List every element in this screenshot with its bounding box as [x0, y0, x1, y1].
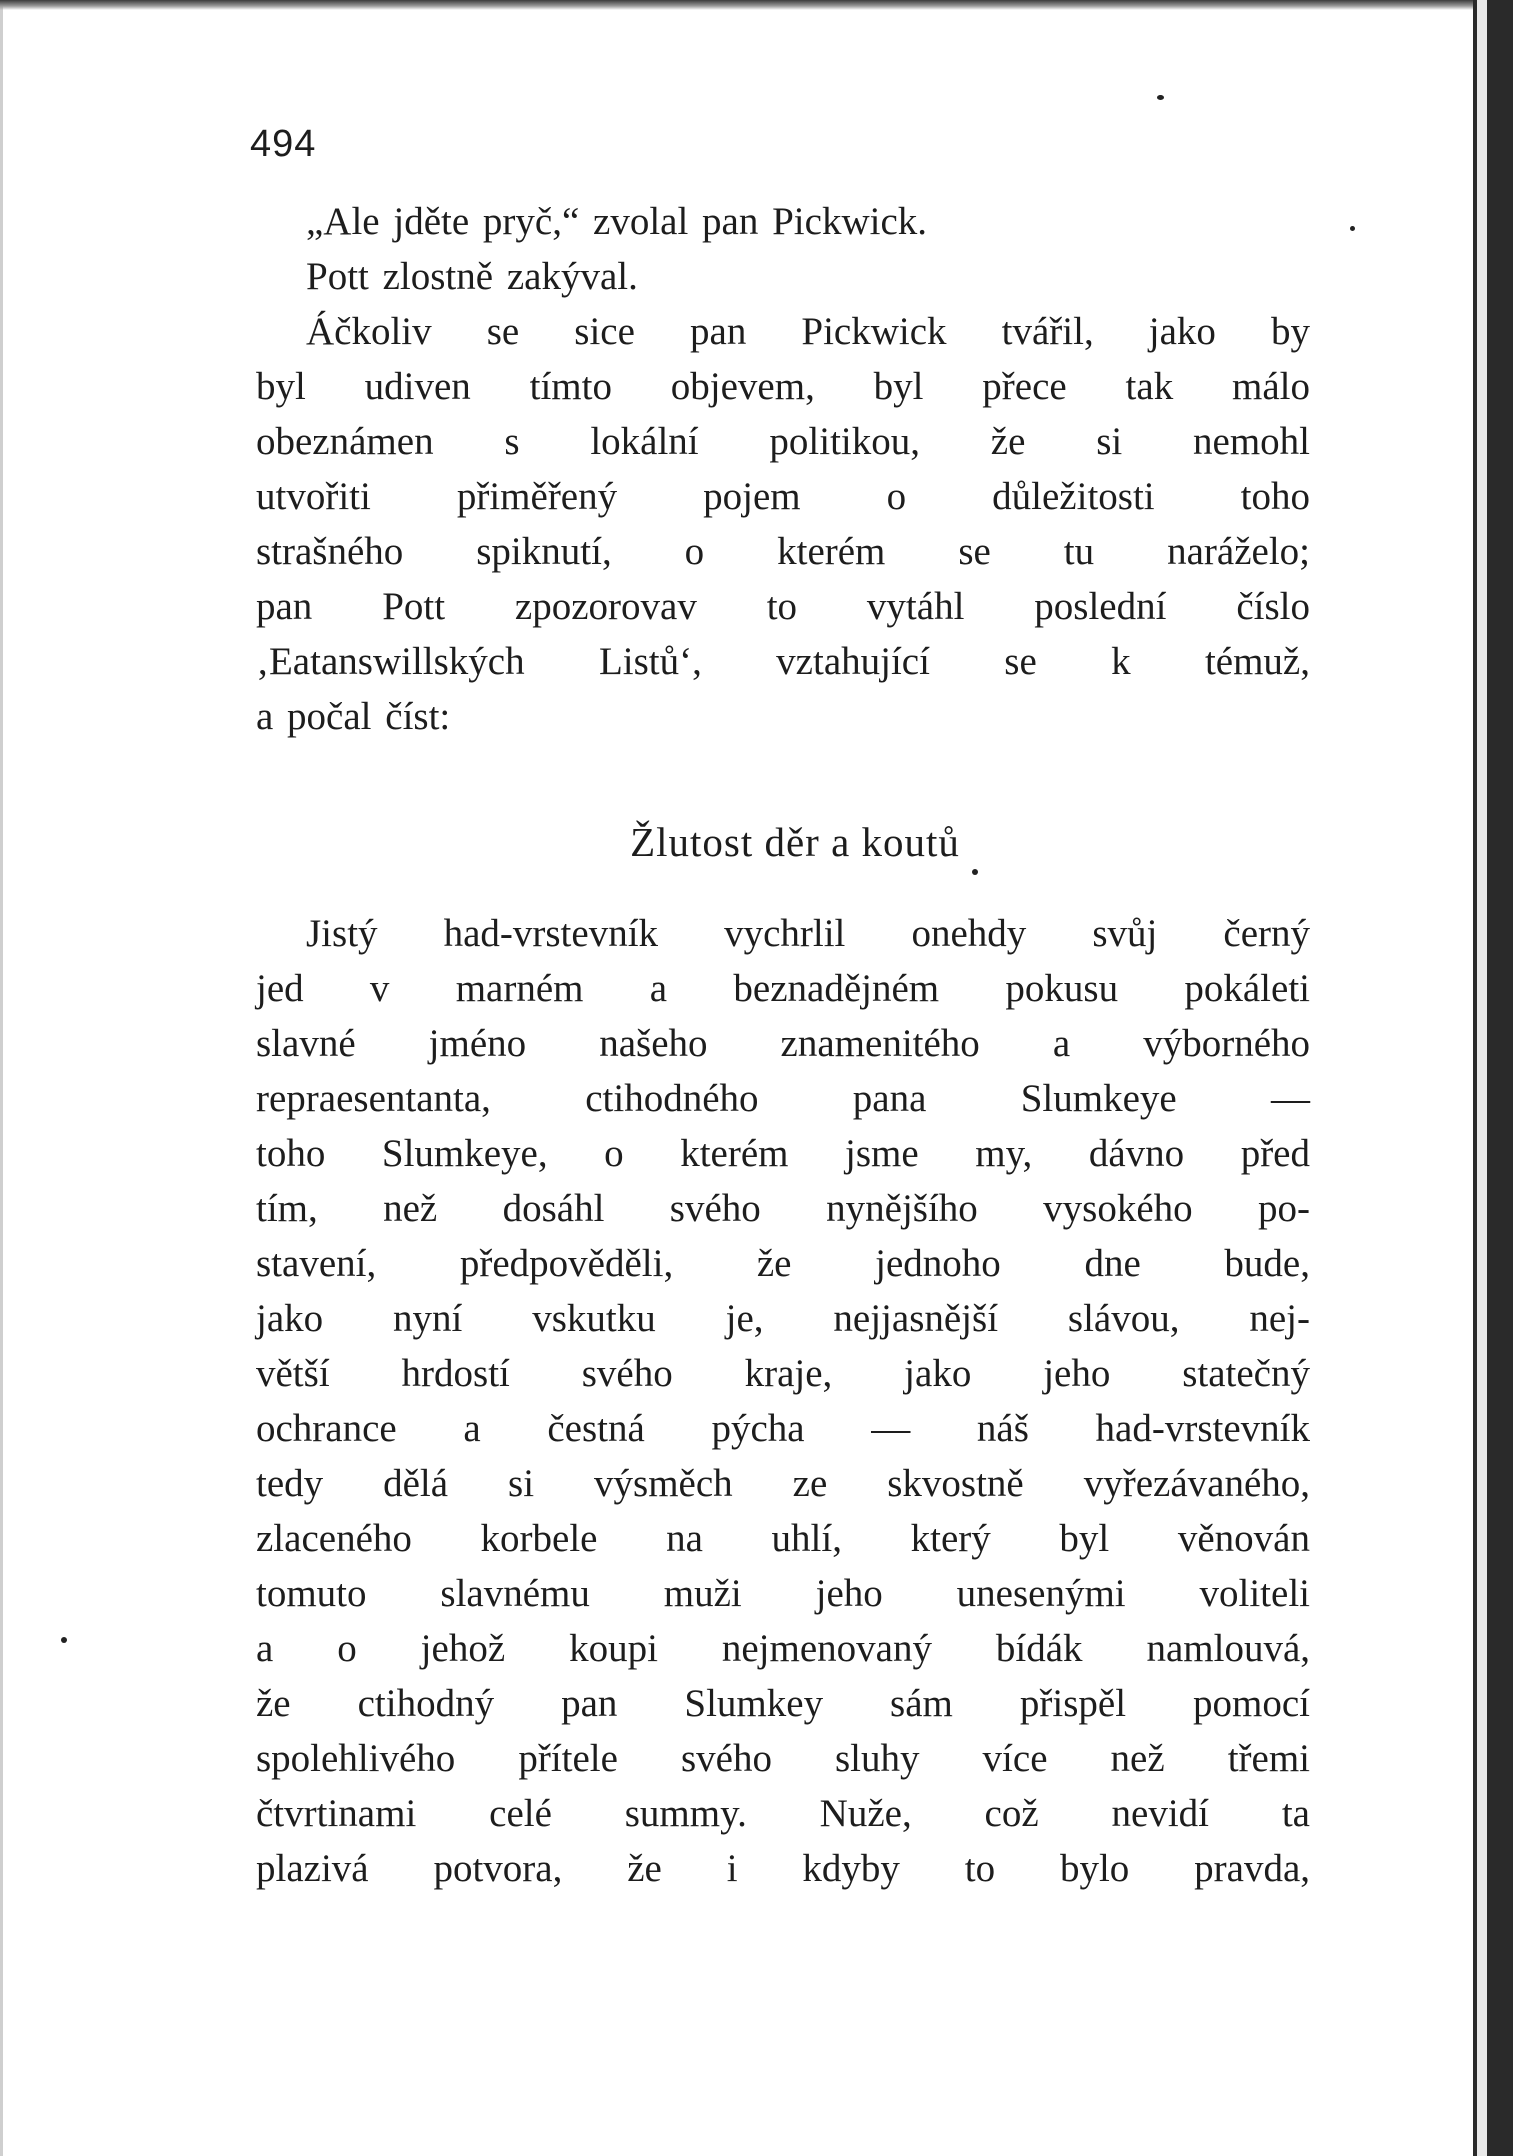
- text-line: Jistý had-vrstevník vychrlil onehdy svůj černý: [306, 912, 1310, 955]
- text-line: utvořiti přiměřený pojem o důležitosti toho: [256, 475, 1310, 518]
- text-line: větší hrdostí svého kraje, jako jeho statečný: [256, 1352, 1310, 1395]
- text-line: stavení, předpověděli, že jednoho dne bude,: [256, 1242, 1310, 1285]
- text-line: spolehlivého přítele svého sluhy více než třemi: [256, 1737, 1310, 1780]
- text-line: jako nyní vskutku je, nejjasnější slávou, nej-: [256, 1297, 1310, 1340]
- text-line: toho Slumkeye, o kterém jsme my, dávno před: [256, 1132, 1310, 1175]
- text-line: že ctihodný pan Slumkey sám přispěl pomocí: [256, 1682, 1310, 1725]
- page-number: 494: [250, 123, 317, 165]
- text-line: byl udiven tímto objevem, byl přece tak málo: [256, 365, 1310, 408]
- text-line: repraesentanta, ctihodného pana Slumkeye —: [256, 1077, 1310, 1120]
- text-line: a počal číst:: [256, 695, 451, 738]
- text-line: obeznámen s lokální politikou, že si nemohl: [256, 420, 1310, 463]
- scan-binding-highlight: [1477, 0, 1487, 2156]
- scan-top-edge: [0, 0, 1513, 10]
- text-line: jed v marném a beznadějném pokusu pokáleti: [256, 967, 1310, 1010]
- text-line: tedy dělá si výsměch ze skvostně vyřezávaného,: [256, 1462, 1310, 1505]
- text-line: Áčkoliv se sice pan Pickwick tvářil, jako by: [306, 310, 1310, 353]
- text-line: strašného spiknutí, o kterém se tu naráželo;: [256, 530, 1310, 573]
- scan-speck: [61, 1637, 67, 1643]
- text-line: tím, než dosáhl svého nynějšího vysokého po-: [256, 1187, 1310, 1230]
- text-line: ochrance a čestná pýcha — náš had-vrstevník: [256, 1407, 1310, 1450]
- article-heading: Žlutost děr a koutů: [630, 819, 960, 865]
- text-line: slavné jméno našeho znamenitého a výborného: [256, 1022, 1310, 1065]
- text-line: zlaceného korbele na uhlí, který byl věnován: [256, 1517, 1310, 1560]
- text-line: pan Pott zpozorovav to vytáhl poslední číslo: [256, 585, 1310, 628]
- text-line: čtvrtinami celé summy. Nuže, což nevidí ta: [256, 1792, 1310, 1835]
- text-line: Pott zlostně zakýval.: [306, 255, 638, 298]
- text-line: plazivá potvora, že i kdyby to bylo pravda,: [256, 1847, 1310, 1890]
- text-line: ‚Eatanswillských Listů‘, vztahující se k témuž,: [256, 640, 1310, 683]
- scan-speck: [1350, 226, 1355, 231]
- article-body: [256, 906, 1310, 1896]
- scan-speck: [1157, 95, 1164, 100]
- intro-paragraphs: [256, 194, 1310, 744]
- text-line: „Ale jděte pryč,“ zvolal pan Pickwick.: [306, 200, 928, 243]
- text-line: a o jehož koupi nejmenovaný bídák namlouvá,: [256, 1627, 1310, 1670]
- page-left-edge: [0, 0, 3, 2156]
- text-line: tomuto slavnému muži jeho unesenými voliteli: [256, 1572, 1310, 1615]
